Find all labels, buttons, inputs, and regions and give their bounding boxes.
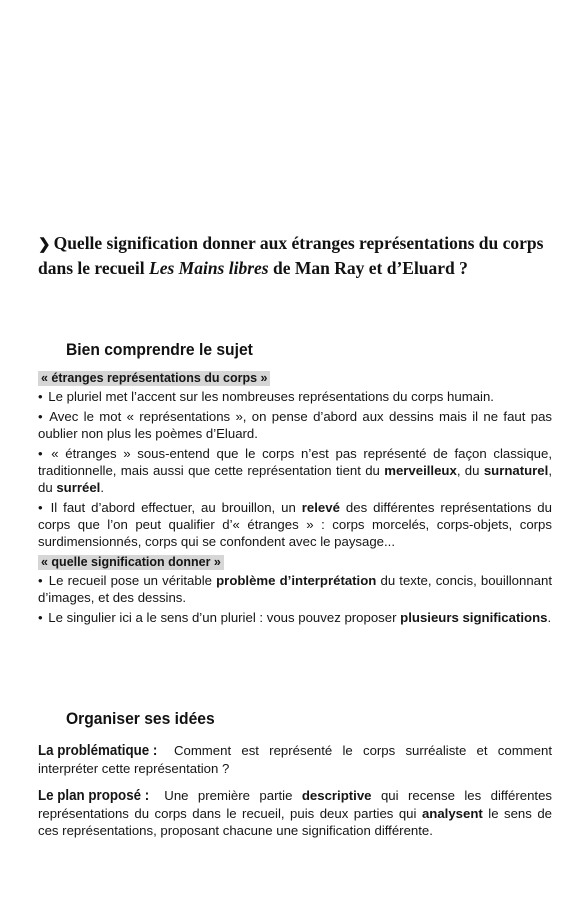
problematique-label: La problématique : <box>38 743 158 759</box>
bullet-item: • Le recueil pose un véritable problème d’interprétation du texte, concis, bouillonnant d’images, et des dessins. <box>38 573 553 605</box>
question-text-end: de Man Ray et d’Eluard ? <box>268 258 468 278</box>
section-understand-body <box>38 369 552 629</box>
question-text: Quelle signification donner aux étranges représentations du corps dans le recueil <box>38 233 544 278</box>
keyword-highlight-1: « étranges représentations du corps » <box>38 371 270 386</box>
bullet-item: • Le pluriel met l’accent sur les nombreuses représentations du corps humain. <box>38 389 494 404</box>
chevron-right-icon: ❯ <box>38 237 51 253</box>
bullet-item: • Il faut d’abord effectuer, au brouillon, un relevé des différentes représentations du corps que l’on peut qualifier d’« étranges » : corps morcelés, corps-objets, corps surdimensionnés, corps qui se confondent avec le paysage... <box>38 500 552 549</box>
section-title-understand: Bien comprendre le sujet <box>66 340 253 359</box>
problematique-paragraph: La problématique : Comment est représenté le corps surréaliste et comment interpréter cette représentation ? <box>38 743 552 776</box>
bullet-item: • « étranges » sous-entend que le corps n’est pas représenté de façon classique, traditionnelle, mais aussi que cette représentation tient du merveilleux, du surnaturel, du surréel. <box>38 446 552 495</box>
plan-paragraph: Le plan proposé : Une première partie descriptive qui recense les différentes représentations du corps dans le recueil, puis deux parties qui analysent le sens de ces représentations, proposant chacune une signification différente. <box>38 788 553 838</box>
plan-label: Le plan proposé : <box>38 788 150 804</box>
section-organize-body <box>38 742 552 849</box>
section-title-organize: Organiser ses idées <box>66 709 215 728</box>
bullet-item: • Avec le mot « représentations », on pense d’abord aux dessins mais il ne faut pas oublier non plus les poèmes d’Eluard. <box>38 409 553 441</box>
bullet-item: • Le singulier ici a le sens d’un pluriel : vous pouvez proposer plusieurs significations. <box>38 610 552 625</box>
book-title: Les Mains libres <box>149 258 269 278</box>
question-heading <box>38 232 550 280</box>
keyword-highlight-2: « quelle signification donner » <box>38 555 224 570</box>
